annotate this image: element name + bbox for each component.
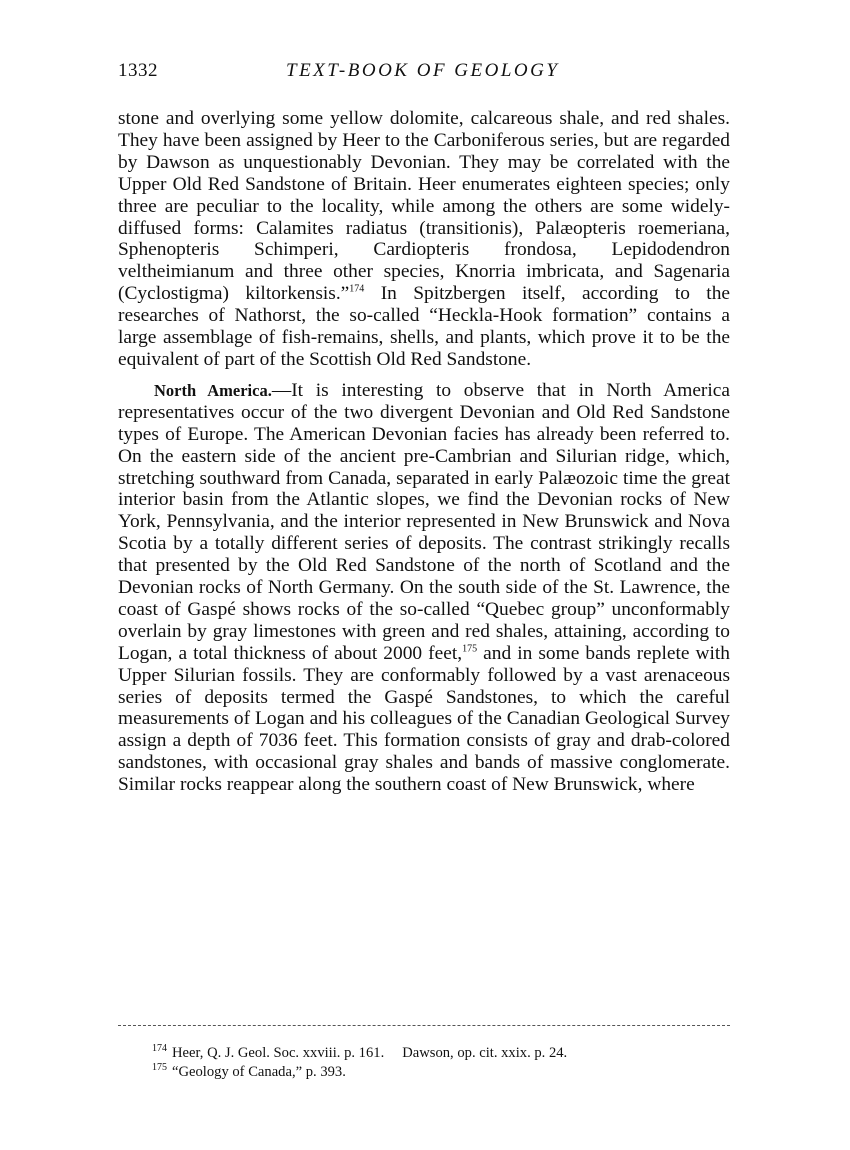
paragraph-north-america — [118, 380, 730, 796]
footnote-175 — [152, 1063, 742, 1082]
body-text — [118, 108, 730, 796]
footnote-mark: 175 — [152, 1062, 167, 1074]
section-heading: North America. — [154, 380, 272, 400]
footnote-reference-175[interactable]: 175 — [462, 643, 478, 655]
paragraph-text: and in some bands replete with Upper Silurian fossils. They are conformably followed by a vast arenaceous series of deposits termed the Gaspé Sandstones, to which the careful measurements of Logan and his colleagues of the Canadian Geological Survey assign a depth of 7036 feet. This formation consists of gray and drab-colored sandstones, with occasional gray shales and bands of massive conglomerate. Similar rocks reappear along the southern coast of New Brunswick, where — [118, 642, 730, 796]
paragraph-text: —It is interesting to observe that in North America representatives occur of the two divergent Devonian and Old Red Sandstone types of Europe. The American Devonian facies has already been referred to. On the eastern side of the ancient pre-Cambrian and Silurian ridge, which, stretching southward from Canada, separated in early Palæozoic time the great interior basin from the Atlantic slopes, we find the Devonian rocks of New York, Pennsylvania, and the interior represented in New Brunswick and Nova Scotia by a totally different series of deposits. The contrast strikingly recalls that presented by the Old Red Sandstone of the north of Scotland and the Devonian rocks of North Germany. On the south side of the St. Lawrence, the coast of Gaspé shows rocks of the so-called “Quebec group” unconformably overlain by gray limestones with green and red shales, attaining, according to Logan, a total thickness of about 2000 feet, — [118, 379, 730, 664]
paragraph-text: In Spitzbergen itself, according to the researches of Nathorst, the so-called “Heckla-Hook formation” contains a large assemblage of fish-remains, shells, and plants, which prove it to be the equivalent of part of the Scottish Old Red Sandstone. — [118, 283, 730, 370]
paragraph-text: stone and overlying some yellow dolomite, calcareous shale, and red shales. They have been assigned by Heer to the Carboniferous series, but are regarded by Dawson as unquestionably Devonian. They may be correlated with the Upper Old Red Sandstone of Britain. Heer enumerates eighteen species; only three are peculiar to the locality, while among the others are some widely-diffused forms: Calamites radiatus (transitionis), Palæopteris roemeriana, Sphenopteris Schimperi, Cardiopteris frondosa, Lepidodendron veltheimianum and three other species, Knorria imbricata, and Sagenaria (Cyclostigma) kiltorkensis.” — [118, 108, 730, 305]
footnote-174 — [152, 1044, 742, 1063]
running-title: TEXT-BOOK OF GEOLOGY — [286, 60, 560, 81]
footnote-mark: 174 — [152, 1043, 167, 1055]
running-header — [118, 60, 730, 90]
footnotes — [152, 1044, 742, 1082]
footnote-text: Heer, Q. J. Geol. Soc. xxviii. p. 161. — [172, 1045, 385, 1061]
footnote-text: “Geology of Canada,” p. 393. — [172, 1064, 346, 1080]
footnote-text: Dawson, op. cit. xxix. p. 24. — [402, 1045, 568, 1061]
footnote-reference-174[interactable]: 174 — [349, 283, 365, 295]
footnote-divider — [118, 1025, 730, 1026]
page-number: 1332 — [118, 60, 158, 81]
paragraph-spitzbergen — [118, 108, 730, 371]
